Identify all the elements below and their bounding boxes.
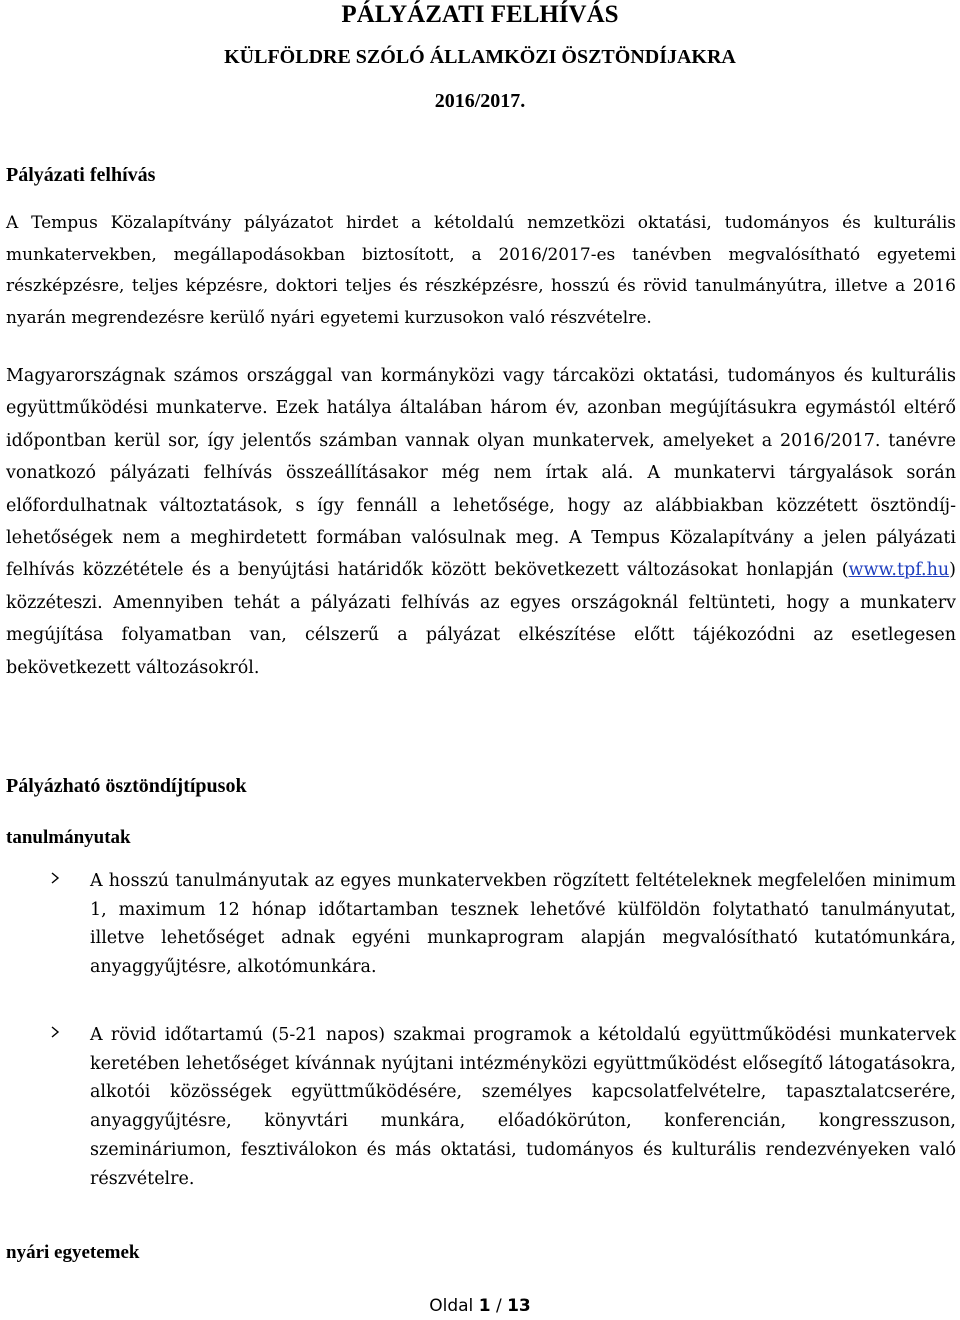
- triangle-bullet-icon: [50, 869, 62, 895]
- subheading-summer-universities: nyári egyetemek: [6, 1242, 140, 1263]
- call-paragraph-2-text-b: ) közzéteszi. Amennyiben tehát a pályázati felhívás az egyes országoknál feltünteti, hogy a munkaterv megújítása folyamatban van, célszerű a pályázat elkészítése előtt tájékozódni az esetlegesen bekövetkezett változásokról.: [6, 560, 956, 678]
- call-paragraph-2: [6, 360, 956, 684]
- section-heading-types: Pályázható ösztöndíjtípusok: [6, 775, 247, 797]
- document-title: PÁLYÁZATI FELHÍVÁS: [341, 1, 619, 28]
- call-paragraph-1: A Tempus Közalapítvány pályázatot hirdet a kétoldalú nemzetközi oktatási, tudományos és kulturális munkatervekben, megállapodásokban biztosított, a 2016/2017-es tanévben megvalósítható egyetemi részképzésre, teljes képzésre, doktori teljes és részképzésre, hosszú és rövid tanulmányútra, illetve a 2016 nyarán megrendezésre kerülő nyári egyetemi kurzusokon való részvételre.: [6, 213, 956, 328]
- section-heading-call: Pályázati felhívás: [6, 164, 156, 186]
- tpf-website-link[interactable]: www.tpf.hu: [848, 560, 950, 581]
- triangle-bullet-icon: [50, 1023, 62, 1049]
- page-footer: [0, 1294, 960, 1318]
- list-item-text: A rövid időtartamú (5-21 napos) szakmai programok a kétoldalú együttműködési munkatervek keretében lehetőséget kívánnak nyújtani intézményközi együttműködést elősegítő látogatásokra, alkotói közösségek együttműködésére, személyes kapcsolatfelvételre, tapasztalatcserére, anyaggyűjtésre, könyvtári munkára, előadókörúton, konferencián, kongresszuson, szemináriumon, fesztiválokon és más oktatási, tudományos és kulturális rendezvényeken való részvételre.: [90, 1025, 956, 1189]
- footer-current-page: 1: [478, 1296, 491, 1316]
- footer-page-label: Oldal: [429, 1296, 474, 1316]
- document-year: 2016/2017.: [434, 90, 526, 112]
- footer-total-pages: 13: [507, 1296, 531, 1316]
- list-item-text: A hosszú tanulmányutak az egyes munkatervekben rögzített feltételeknek megfelelően minimum 1, maximum 12 hónap időtartamban tesznek lehetővé külföldön folytatható tanulmányutat, illetve lehetőséget adnak egyéni munkaprogram alapján megvalósítható kutatómunkára, anyaggyűjtésre, alkotómunkára.: [90, 871, 956, 978]
- document-subtitle: KÜLFÖLDRE SZÓLÓ ÁLLAMKÖZI ÖSZTÖNDÍJAKRA: [224, 46, 736, 68]
- call-paragraph-2-text-a: Magyarországnak számos országgal van kormányközi vagy tárcaközi oktatási, tudományos és kulturális együttműködési munkaterve. Ezek hatálya általában három év, azonban megújításukra egymástól eltérő időpontban kerül sor, így jelentős számban vannak olyan munkatervek, amelyeket a 2016/2017. tanévre vonatkozó pályázati felhívás összeállításakor még nem írtak alá. A munkatervi tárgyalások során előfordulhatnak változtatások, s így fennáll a lehetősége, hogy az alábbiakban közzétett ösztöndíj-lehetőségek nem a meghirdetett formában valósulnak meg. A Tempus Közalapítvány a jelen pályázati felhívás közzététele és a benyújtási határidők között bekövetkezett változásokat honlapján (: [6, 366, 956, 581]
- subheading-study-trips: tanulmányutak: [6, 827, 131, 848]
- footer-separator: /: [495, 1296, 502, 1316]
